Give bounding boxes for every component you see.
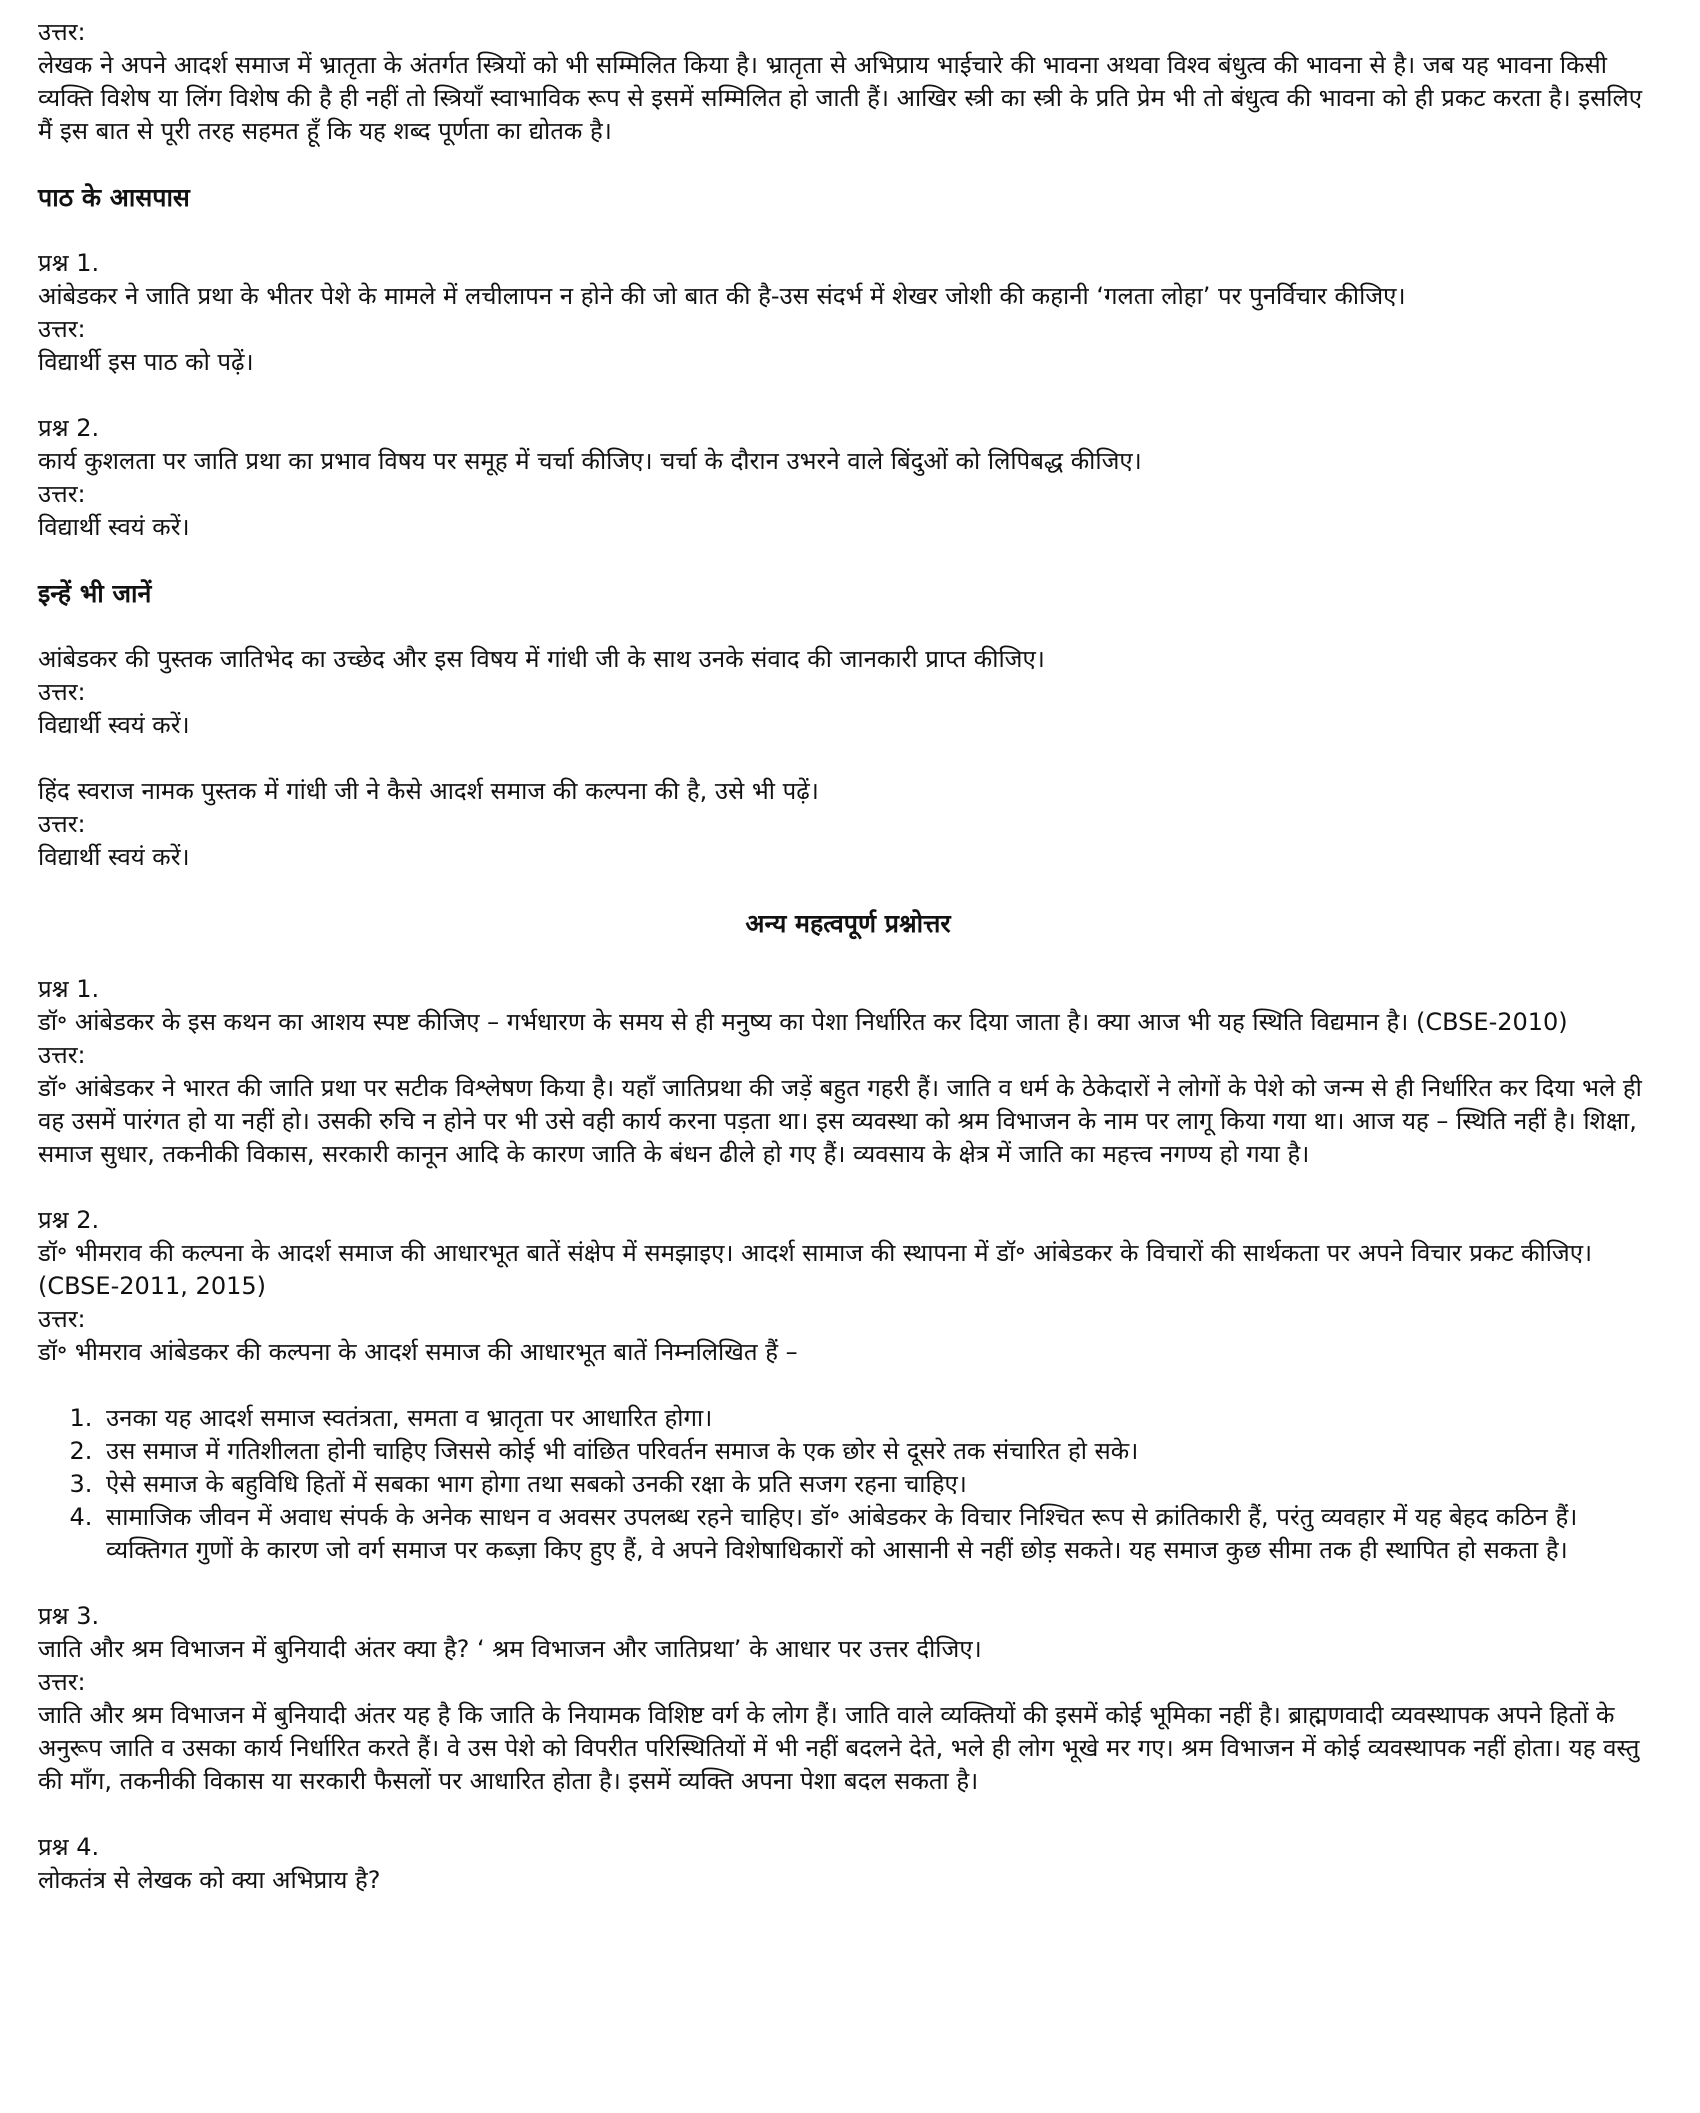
question-label: प्रश्न 3.	[38, 1602, 100, 1630]
answer-text: विद्यार्थी स्वयं करें।	[38, 513, 190, 541]
question-label: प्रश्न 2.	[38, 414, 100, 442]
question-block-anya-1	[38, 973, 1658, 1171]
answer-label: उत्तर:	[38, 480, 86, 508]
question-block-anya-2	[38, 1204, 1658, 1369]
question-text: आंबेडकर की पुस्तक जातिभेद का उच्छेद और इस विषय में गांधी जी के साथ उनके संवाद की जानकारी प्राप्त कीजिए।	[38, 645, 1045, 673]
answer-label: उत्तर:	[38, 810, 86, 838]
question-text: लोकतंत्र से लेखक को क्या अभिप्राय है?	[38, 1866, 381, 1894]
question-block-jaane-2	[38, 775, 1658, 874]
answer-intro-text: डॉ॰ भीमराव आंबेडकर की कल्पना के आदर्श समाज की आधारभूत बातें निम्नलिखित हैं –	[38, 1338, 798, 1366]
question-text: कार्य कुशलता पर जाति प्रथा का प्रभाव विषय पर समूह में चर्चा कीजिए। चर्चा के दौरान उभरने वाले बिंदुओं को लिपिबद्ध कीजिए।	[38, 447, 1142, 475]
answer-label: उत्तर:	[38, 18, 86, 46]
question-block-aaspaas-1	[38, 247, 1658, 379]
document-content	[38, 16, 1658, 1897]
answer-label: उत्तर:	[38, 678, 86, 706]
question-text: डॉ॰ भीमराव की कल्पना के आदर्श समाज की आधारभूत बातें संक्षेप में समझाइए। आदर्श सामाज की स्थापना में डॉ॰ आंबेडकर के विचारों की सार्थकता पर अपने विचार प्रकट कीजिए। (CBSE-2011, 2015)	[38, 1239, 1593, 1300]
question-label: प्रश्न 4.	[38, 1833, 100, 1861]
answer-text: विद्यार्थी स्वयं करें।	[38, 711, 190, 739]
section-heading-jaane: इन्हें भी जानें	[38, 579, 152, 608]
answer-label: उत्तर:	[38, 1668, 86, 1696]
list-item: 2. उस समाज में गतिशीलता होनी चाहिए जिससे कोई भी वांछित परिवर्तन समाज के एक छोर से दूसरे तक संचारित हो सके।	[100, 1435, 1658, 1468]
question-text: जाति और श्रम विभाजन में बुनियादी अंतर क्या है? ‘ श्रम विभाजन और जातिप्रथा’ के आधार पर उत्तर दीजिए।	[38, 1635, 982, 1663]
answer-label: उत्तर:	[38, 1305, 86, 1333]
answer-text: विद्यार्थी इस पाठ को पढ़ें।	[38, 348, 254, 376]
answer-text: विद्यार्थी स्वयं करें।	[38, 843, 190, 871]
question-text: डॉ॰ आंबेडकर के इस कथन का आशय स्पष्ट कीजिए – गर्भधारण के समय से ही मनुष्य का पेशा निर्धारित कर दिया जाता है। क्या आज भी यह स्थिति विद्यमान है। (CBSE-2010)	[38, 1008, 1568, 1036]
list-item: 3. ऐसे समाज के बहुविधि हितों में सबका भाग होगा तथा सबको उनकी रक्षा के प्रति सजग रहना चाहिए।	[100, 1468, 1658, 1501]
question-label: प्रश्न 1.	[38, 975, 100, 1003]
question-label: प्रश्न 1.	[38, 249, 100, 277]
answer-text: डॉ॰ आंबेडकर ने भारत की जाति प्रथा पर सटीक विश्लेषण किया है। यहाँ जातिप्रथा की जड़ें बहुत गहरी हैं। जाति व धर्म के ठेकेदारों ने लोगों के पेशे को जन्म से ही निर्धारित कर दिया भले ही वह उसमें पारंगत हो या नहीं हो। उसकी रुचि न होने पर भी उसे वही कार्य करना पड़ता था। इस व्यवस्था को श्रम विभाजन के नाम पर लागू किया गया था। आज यह – स्थिति नहीं है। शिक्षा, समाज सुधार, तकनीकी विकास, सरकारी कानून आदि के कारण जाति के बंधन ढीले हो गए हैं। व्यवसाय के क्षेत्र में जाति का महत्त्व नगण्य हो गया है।	[38, 1074, 1642, 1168]
intro-answer-block	[38, 16, 1658, 148]
answer-label: उत्तर:	[38, 315, 86, 343]
list-item: 1. उनका यह आदर्श समाज स्वतंत्रता, समता व भ्रातृता पर आधारित होगा।	[100, 1402, 1658, 1435]
answer-text: लेखक ने अपने आदर्श समाज में भ्रातृता के अंतर्गत स्त्रियों को भी सम्मिलित किया है। भ्रातृता से अभिप्राय भाईचारे की भावना अथवा विश्व बंधुत्व की भावना से है। जब यह भावना किसी व्यक्ति विशेष या लिंग विशेष की है ही नहीं तो स्त्रियाँ स्वाभाविक रूप से इसमें सम्मिलित हो जाती हैं। आखिर स्त्री का स्त्री के प्रति प्रेम भी तो बंधुत्व की भावना को ही प्रकट करता है। इसलिए मैं इस बात से पूरी तरह सहमत हूँ कि यह शब्द पूर्णता का द्योतक है।	[38, 51, 1643, 145]
question-text: आंबेडकर ने जाति प्रथा के भीतर पेशे के मामले में लचीलापन न होने की जो बात की है-उस संदर्भ में शेखर जोशी की कहानी ‘गलता लोहा’ पर पुनर्विचार कीजिए।	[38, 282, 1406, 310]
question-block-aaspaas-2	[38, 412, 1658, 544]
question-block-anya-4	[38, 1831, 1658, 1897]
list-item: 4. सामाजिक जीवन में अवाध संपर्क के अनेक साधन व अवसर उपलब्ध रहने चाहिए। डॉ॰ आंबेडकर के विचार निश्चित रूप से क्रांतिकारी हैं, परंतु व्यवहार में यह बेहद कठिन हैं। व्यक्तिगत गुणों के कारण जो वर्ग समाज पर कब्ज़ा किए हुए हैं, वे अपने विशेषाधिकारों को आसानी से नहीं छोड़ सकते। यह समाज कुछ सीमा तक ही स्थापित हो सकता है।	[100, 1501, 1658, 1567]
question-block-jaane-1	[38, 643, 1658, 742]
question-block-anya-3	[38, 1600, 1658, 1798]
section-heading-anya: अन्य महत्वपूर्ण प्रश्नोत्तर	[745, 909, 951, 938]
answer-label: उत्तर:	[38, 1041, 86, 1069]
section-heading-aaspaas: पाठ के आसपास	[38, 183, 190, 212]
question-text: हिंद स्वराज नामक पुस्तक में गांधी जी ने कैसे आदर्श समाज की कल्पना की है, उसे भी पढ़ें।	[38, 777, 819, 805]
answer-text: जाति और श्रम विभाजन में बुनियादी अंतर यह है कि जाति के नियामक विशिष्ट वर्ग के लोग हैं। जाति वाले व्यक्तियों की इसमें कोई भूमिका नहीं है। ब्राह्मणवादी व्यवस्थापक अपने हितों के अनुरूप जाति व उसका कार्य निर्धारित करते हैं। वे उस पेशे को विपरीत परिस्थितियों में भी नहीं बदलने देते, भले ही लोग भूखे मर गए। श्रम विभाजन में कोई व्यवस्थापक नहीं होता। यह वस्तु की माँग, तकनीकी विकास या सरकारी फैसलों पर आधारित होता है। इसमें व्यक्ति अपना पेशा बदल सकता है।	[38, 1701, 1640, 1795]
answer-points-list	[38, 1402, 1658, 1567]
question-label: प्रश्न 2.	[38, 1206, 100, 1234]
